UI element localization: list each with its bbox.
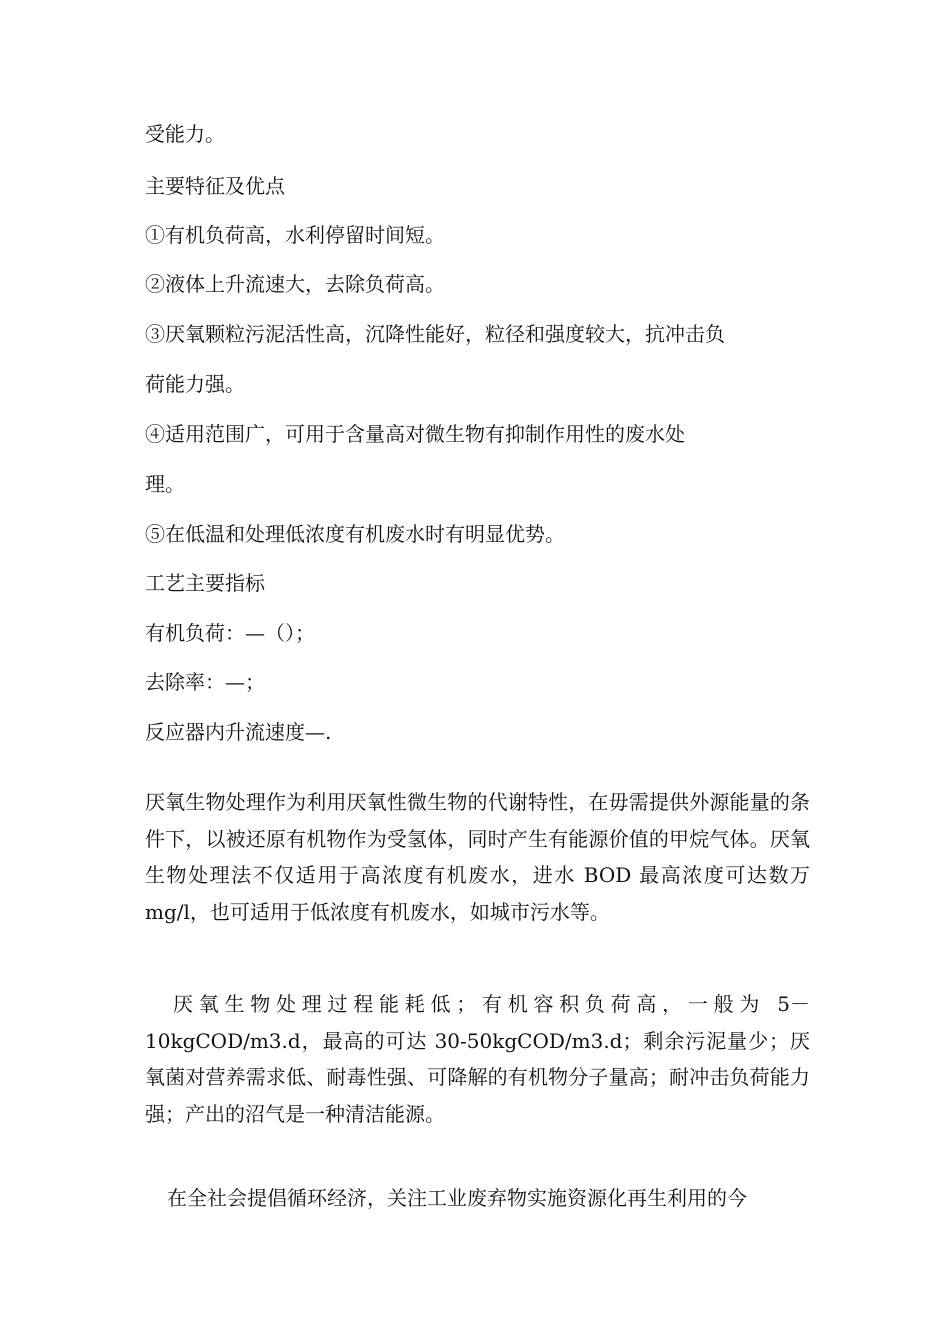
spec-line: 有机负荷：—（）；	[145, 621, 315, 645]
text-line: 受能力。	[145, 122, 225, 146]
section-heading: 工艺主要指标	[145, 571, 265, 595]
list-item: ①有机负荷高，水利停留时间短。	[145, 223, 445, 247]
body-paragraph: 厌氧生物处理过程能耗低；有机容积负荷高，一般为 5－10kgCOD/m3.d，最高的可达 30-50kgCOD/m3.d；剩余污泥量少；厌氧菌对营养需求低、耐毒性强、可降解的有机物分子量高；耐冲击负荷能力强；产出的沼气是一种清洁能源。	[145, 992, 810, 1126]
list-item: ②液体上升流速大，去除负荷高。	[145, 272, 445, 296]
list-item: ③厌氧颗粒污泥活性高，沉降性能好，粒径和强度较大，抗冲击负	[145, 322, 725, 346]
list-item-continuation: 荷能力强。	[145, 372, 245, 396]
section-heading: 主要特征及优点	[145, 174, 285, 198]
list-item: ④适用范围广，可用于含量高对微生物有抑制作用性的废水处	[145, 422, 685, 446]
list-item-continuation: 理。	[145, 472, 185, 496]
spec-line: 去除率：—；	[145, 670, 265, 694]
spec-line: 反应器内升流速度—.	[145, 720, 332, 744]
list-item: ⑤在低温和处理低浓度有机废水时有明显优势。	[145, 522, 565, 546]
body-paragraph: 在全社会提倡循环经济，关注工业废弃物实施资源化再生利用的今	[167, 1186, 747, 1210]
body-paragraph: 厌氧生物处理作为利用厌氧性微生物的代谢特性，在毋需提供外源能量的条件下，以被还原有机物作为受氢体，同时产生有能源价值的甲烷气体。厌氧生物处理法不仅适用于高浓度有机废水，进水 BOD 最高浓度可达数万 mg/l，也可适用于低浓度有机废水，如城市污水等。	[145, 790, 810, 924]
